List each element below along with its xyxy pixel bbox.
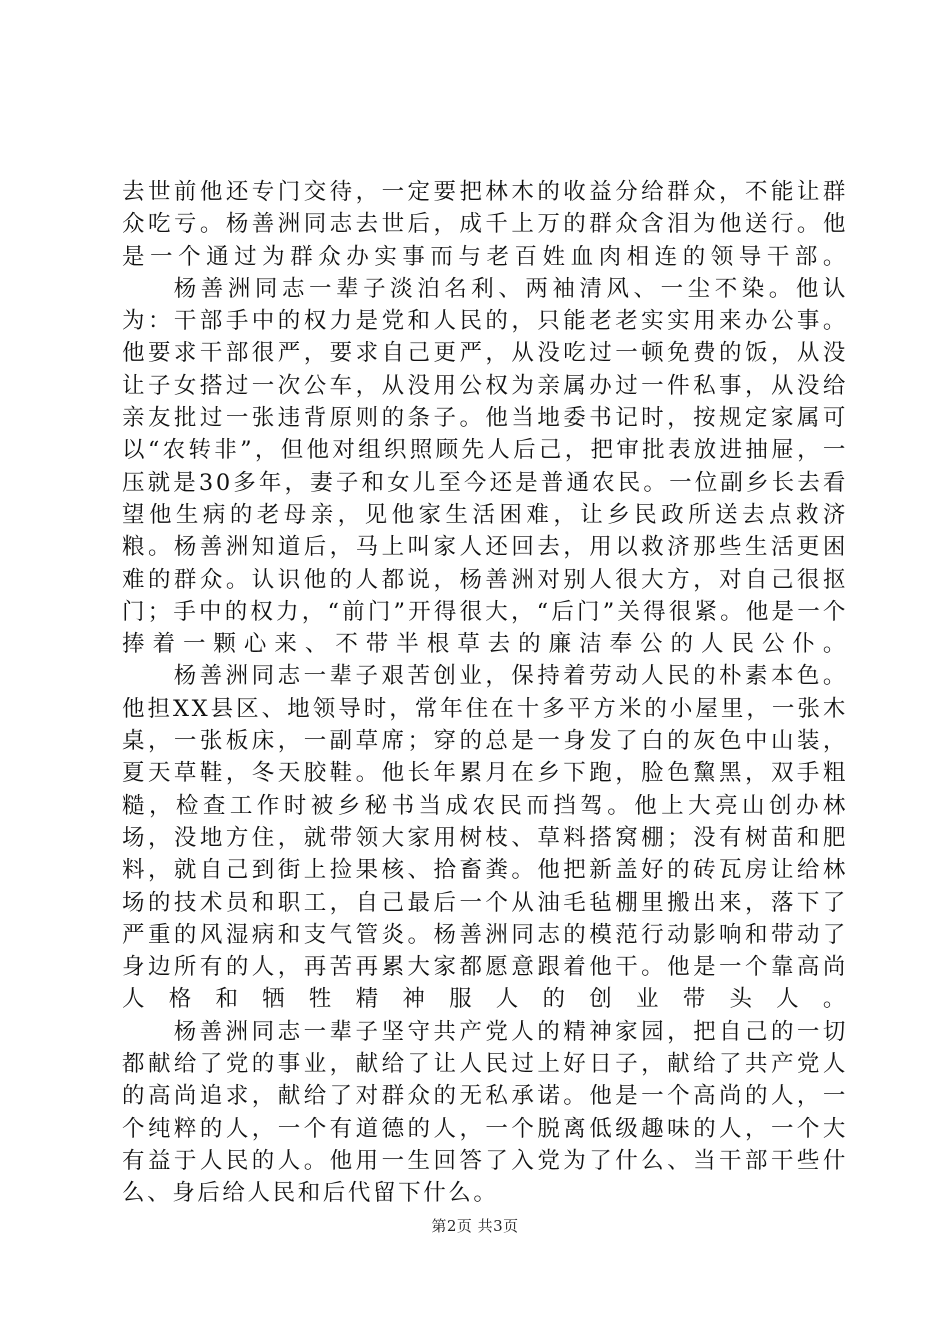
page-footer: 第2页 共3页 <box>431 1217 519 1235</box>
paragraph-4: 杨善洲同志一辈子坚守共产党人的精神家园，把自己的一切都献给了党的事业，献给了让人民过上好日子，献给了共产党人的高尚追求，献给了对群众的无私承诺。他是一个高尚的人，一个纯粹的人，一个有道德的人，一个脱离低级趣味的人，一个大有益于人民的人。他用一生回答了入党为了什么、当干部干些什么、身后给人民和后代留下什么。 <box>122 1018 848 1207</box>
paragraph-3: 杨善洲同志一辈子艰苦创业，保持着劳动人民的朴素本色。他担XX县区、地领导时，常年住在十多平方米的小屋里，一张木桌，一张板床，一副草席；穿的总是一身发了白的灰色中山装，夏天草鞋，冬天胶鞋。他长年累月在乡下跑，脸色黧黑，双手粗糙，检查工作时被乡秘书当成农民而挡驾。他上大亮山创办林场，没地方住，就带领大家用树枝、草料搭窝棚；没有树苗和肥料，就自己到街上捡果核、拾畜粪。他把新盖好的砖瓦房让给林场的技术员和职工，自己最后一个从油毛毡棚里搬出来，落下了严重的风湿病和支气管炎。杨善洲同志的模范行动影响和带动了身边所有的人，再苦再累大家都愿意跟着他干。他是一个靠高尚人格和牺牲精神服人的创业带头人。 <box>122 663 848 1013</box>
paragraph-2: 杨善洲同志一辈子淡泊名利、两袖清风、一尘不染。他认为：干部手中的权力是党和人民的，只能老老实实用来办公事。他要求干部很严，要求自己更严，从没吃过一顿免费的饭，从没让子女搭过一次公车，从没用公权为亲属办过一件私事，从没给亲友批过一张违背原则的条子。他当地委书记时，按规定家属可以“农转非”，但他对组织照顾先人后己，把审批表放进抽屉，一压就是30多年，妻子和女儿至今还是普通农民。一位副乡长去看望他生病的老母亲，见他家生活困难，让乡民政所送去点救济粮。杨善洲知道后，马上叫家人还回去，用以救济那些生活更困难的群众。认识他的人都说，杨善洲对别人很大方，对自己很抠门；手中的权力，“前门”开得很大，“后门”关得很紧。他是一个捧着一颗心来、不带半根草去的廉洁奉公的人民公仆。 <box>122 275 848 658</box>
paragraph-1: 去世前他还专门交待，一定要把林木的收益分给群众，不能让群众吃亏。杨善洲同志去世后，成千上万的群众含泪为他送行。他是一个通过为群众办实事而与老百姓血肉相连的领导干部。 <box>122 179 848 270</box>
body-text <box>122 176 848 1210</box>
